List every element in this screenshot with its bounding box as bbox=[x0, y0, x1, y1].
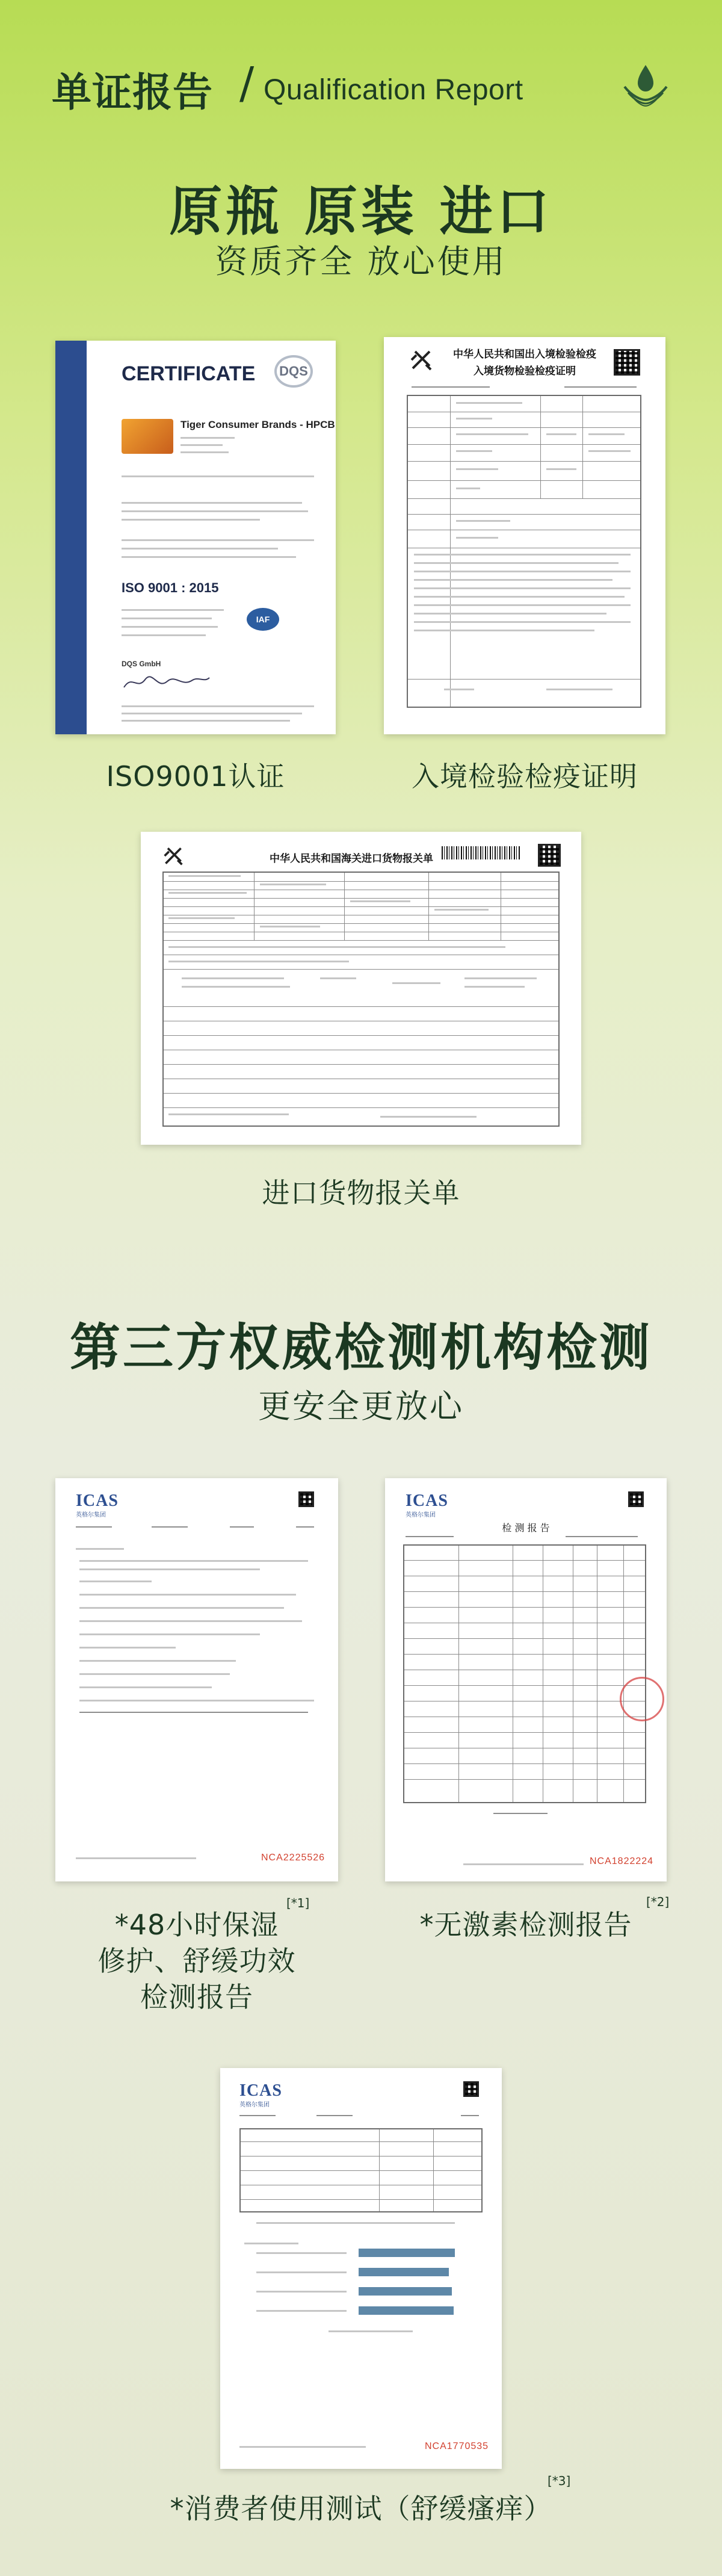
header-title-en: Qualification Report bbox=[264, 74, 523, 106]
chart-bar bbox=[359, 2306, 454, 2315]
dqs-badge-icon: DQS bbox=[274, 355, 313, 388]
report-hormone-image bbox=[385, 1478, 667, 1881]
customs-table bbox=[162, 872, 560, 1127]
report-doc-title: 检 测 报 告 bbox=[502, 1522, 550, 1534]
section1-headline: 原瓶 原装 进口 bbox=[169, 181, 553, 243]
consumer-table bbox=[239, 2128, 483, 2212]
caption-customs: 进口货物报关单 bbox=[262, 1177, 460, 1209]
qr-code-icon bbox=[538, 844, 561, 867]
qr-code-icon bbox=[614, 349, 640, 376]
certificate-title: CERTIFICATE bbox=[122, 362, 256, 385]
customs-declaration-image bbox=[141, 832, 581, 1145]
caption-iso9001: ISO9001认证 bbox=[106, 760, 285, 793]
qr-code-icon bbox=[628, 1491, 644, 1507]
iso-certificate-image bbox=[55, 341, 336, 734]
certificate-company: Tiger Consumer Brands - HPCB bbox=[180, 419, 335, 430]
caption-hormone: *无激素检测报告 bbox=[419, 1909, 632, 1941]
caption-inspection: 入境检验检疫证明 bbox=[412, 760, 638, 793]
caption-consumer: *消费者使用测试（舒缓瘙痒） bbox=[170, 2492, 552, 2525]
chart-bar bbox=[359, 2268, 449, 2276]
icas-logo: ICAS bbox=[239, 2081, 282, 2100]
red-seal-stamp-icon bbox=[620, 1677, 664, 1721]
footnote-3: [*3] bbox=[548, 2474, 571, 2488]
caption-moisture-line2: 修护、舒缓功效 bbox=[97, 1945, 296, 1977]
report-consumer-image bbox=[220, 2068, 502, 2469]
customs-emblem-icon bbox=[162, 845, 184, 867]
header-slash: / bbox=[239, 58, 255, 108]
leaf-drop-logo-icon bbox=[620, 63, 671, 108]
caption-moisture-line1: *48小时保湿 bbox=[114, 1909, 279, 1941]
certificate-issuer: DQS GmbH bbox=[122, 660, 161, 668]
tiger-brand-logo-icon bbox=[122, 419, 173, 454]
signature-icon bbox=[122, 670, 212, 695]
report-number: NCA1770535 bbox=[425, 2441, 489, 2451]
report-number: NCA2225526 bbox=[261, 1853, 326, 1863]
footnote-2: [*2] bbox=[646, 1895, 670, 1909]
inspection-title-line2: 入境货物检验检疫证明 bbox=[474, 365, 576, 377]
icas-sub: 英格尔集团 bbox=[239, 2102, 270, 2108]
barcode-icon bbox=[442, 846, 520, 859]
inspection-title-line1: 中华人民共和国出入境检验检疫 bbox=[453, 348, 596, 361]
iaf-logo-icon: IAF bbox=[247, 608, 279, 631]
icas-sub: 英格尔集团 bbox=[76, 1512, 106, 1519]
qr-code-icon bbox=[298, 1491, 314, 1507]
header-title-cn: 单证报告 bbox=[52, 69, 213, 116]
iso-standard-label: ISO 9001 : 2015 bbox=[122, 580, 219, 595]
inspection-certificate-image bbox=[384, 337, 665, 734]
chart-bar bbox=[359, 2287, 452, 2296]
report-number: NCA1822224 bbox=[590, 1856, 654, 1866]
section2-subtitle: 更安全更放心 bbox=[258, 1387, 464, 1425]
certificate-side-band bbox=[55, 341, 87, 734]
qr-code-icon bbox=[463, 2081, 479, 2097]
customs-title: 中华人民共和国海关进口货物报关单 bbox=[270, 853, 433, 865]
chart-bar bbox=[359, 2249, 455, 2257]
report-moisture-image bbox=[55, 1478, 338, 1881]
icas-sub: 英格尔集团 bbox=[406, 1512, 436, 1519]
inspection-table bbox=[407, 395, 641, 708]
caption-moisture-line3: 检测报告 bbox=[140, 1981, 253, 2013]
hormone-table bbox=[403, 1544, 646, 1803]
footnote-1: [*1] bbox=[286, 1896, 310, 1910]
icas-logo: ICAS bbox=[406, 1491, 448, 1510]
section2-title: 第三方权威检测机构检测 bbox=[69, 1318, 652, 1377]
icas-logo: ICAS bbox=[76, 1491, 119, 1510]
section1-subline: 资质齐全 放心使用 bbox=[215, 243, 507, 280]
